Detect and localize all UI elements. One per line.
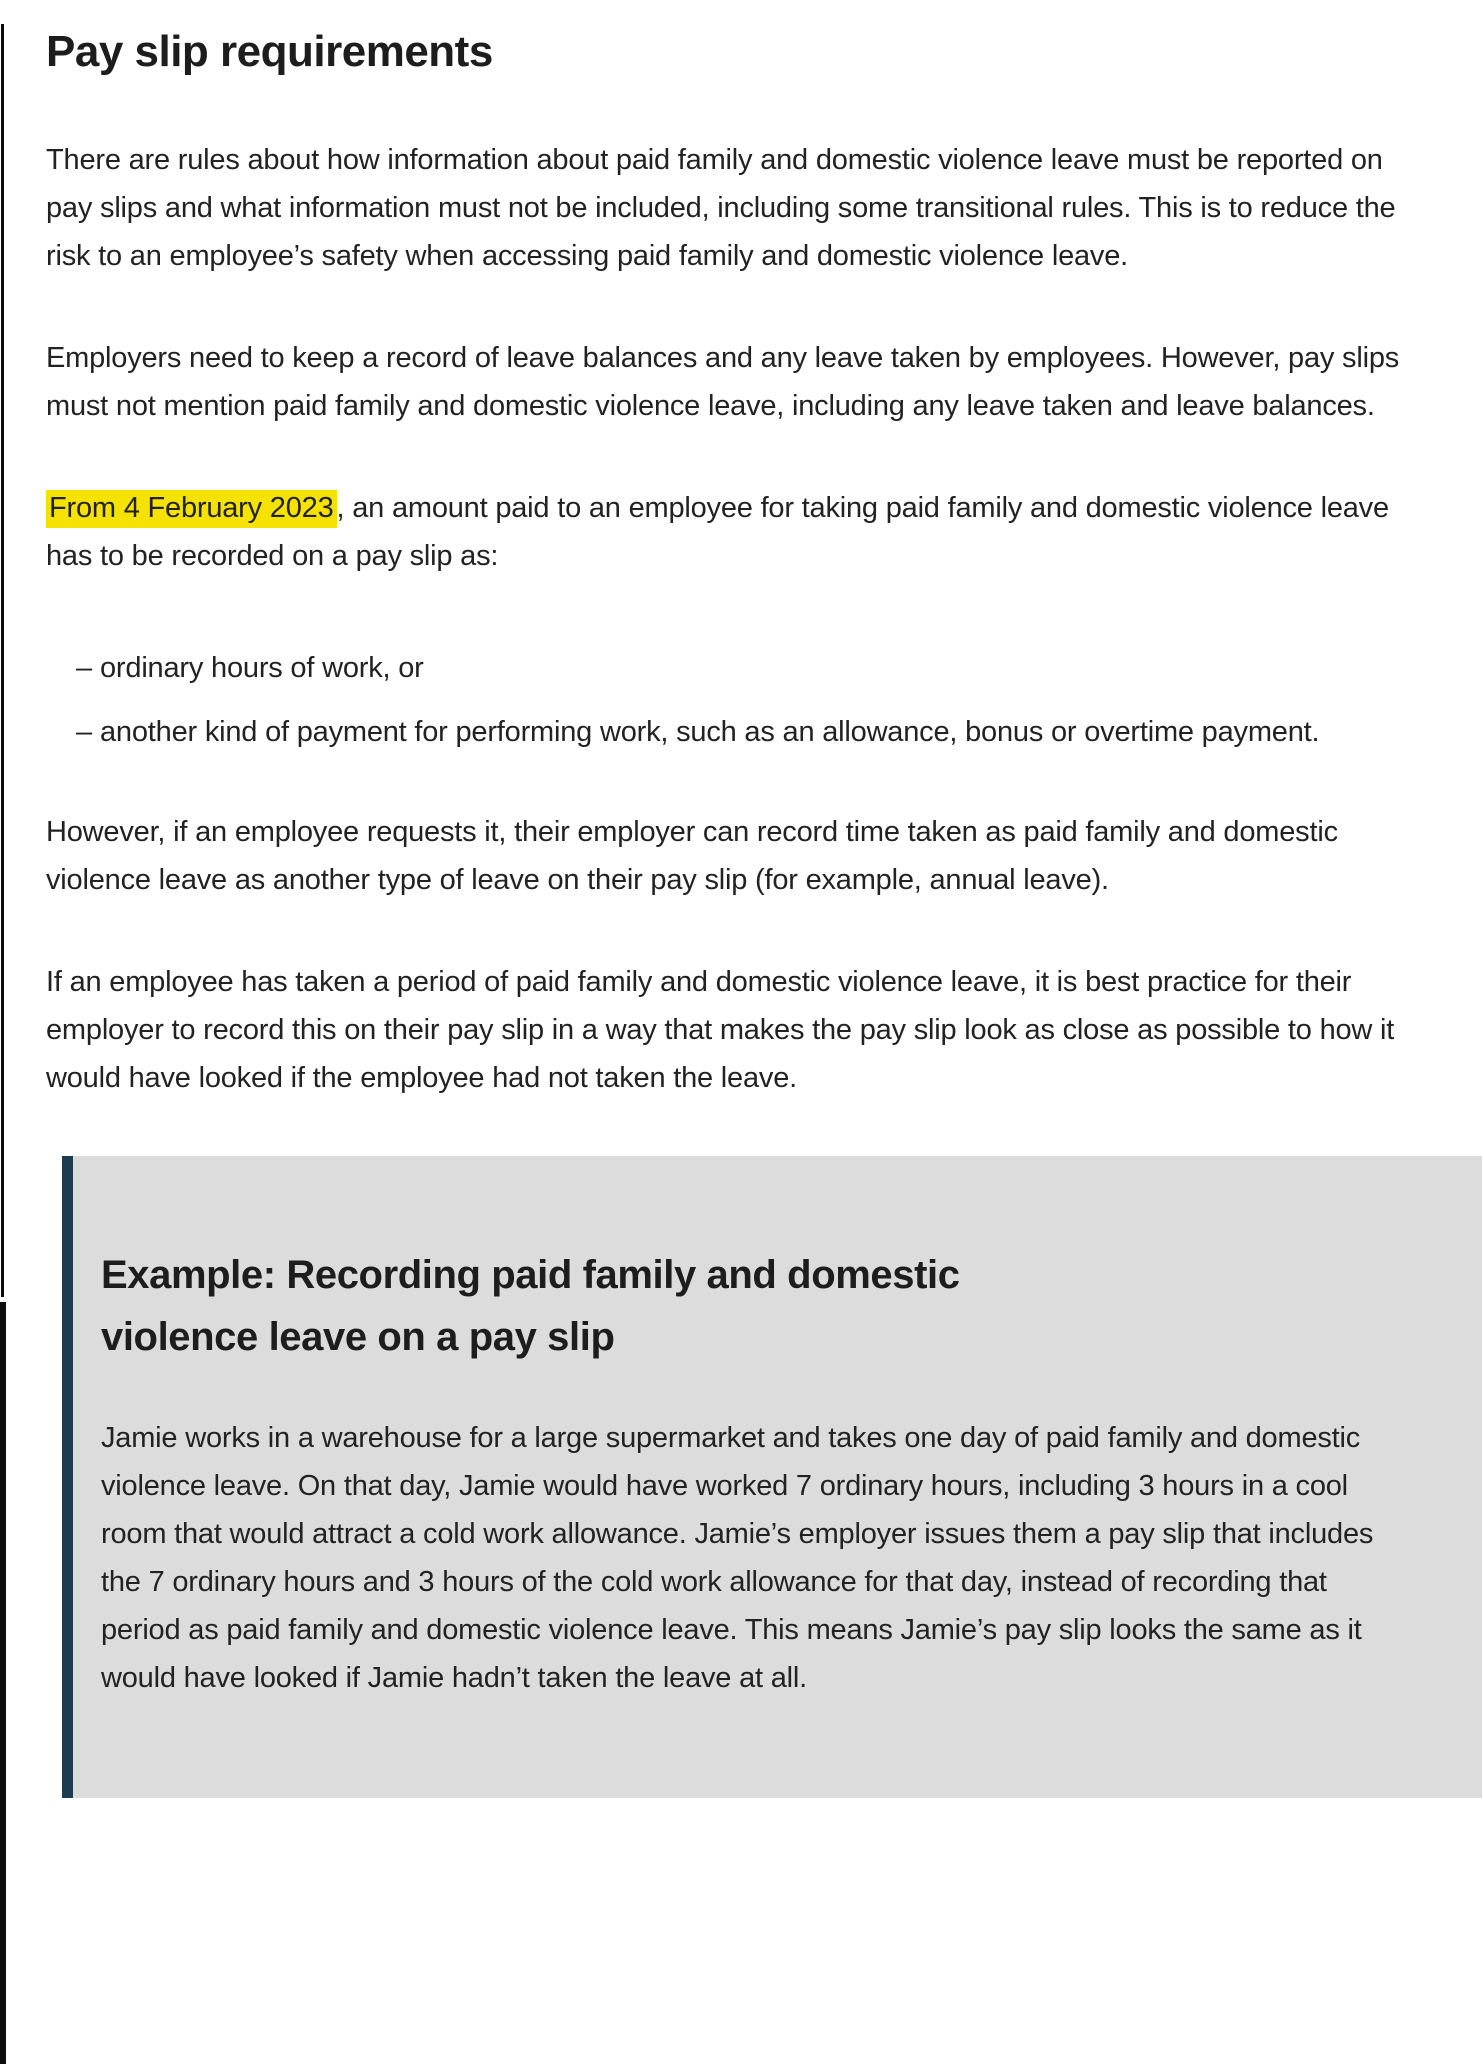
list-item — [76, 708, 1386, 756]
record-keeping-paragraph: Employers need to keep a record of leave balances and any leave taken by employees. However, pay slips must not mention paid family and domestic violence leave, including any leave taken and leave balances. — [46, 342, 1400, 422]
list-item-text: another kind of payment for performing work, such as an allowance, bonus or overtime payment. — [100, 716, 1320, 748]
list-item — [76, 644, 1386, 692]
example-heading: Example: Recording paid family and domestic violence leave on a pay slip — [101, 1253, 960, 1359]
effective-date-paragraph — [46, 484, 1416, 580]
list-item-text: ordinary hours of work, or — [100, 652, 424, 684]
article-content — [0, 24, 1482, 1798]
alternative-recording-paragraph: However, if an employee requests it, their employer can record time taken as paid family and domestic violence leave as another type of leave on their pay slip (for example, annual leave). — [46, 816, 1338, 896]
example-body: Jamie works in a warehouse for a large supermarket and takes one day of paid family and domestic violence leave. On that day, Jamie would have worked 7 ordinary hours, including 3 hours in a cool room that would attract a cold work allowance. Jamie’s employer issues them a pay slip that includes the 7 ordinary hours and 3 hours of the cold work allowance for that day, instead of recording that period as paid family and domestic violence leave. This means Jamie’s pay slip looks the same as it would have looked if Jamie hadn’t taken the leave at all. — [101, 1422, 1374, 1694]
highlighted-date: From 4 February 2023 — [46, 490, 337, 528]
dash-marker-icon: – — [76, 716, 92, 748]
example-box — [62, 1156, 1482, 1798]
dash-marker-icon: – — [76, 652, 92, 684]
page-title: Pay slip requirements — [46, 27, 493, 76]
payment-types-list — [46, 644, 1438, 756]
effective-date-paragraph-rest: , an amount paid to an employee for taking paid family and domestic violence leave has to be recorded on a pay slip as: — [46, 492, 1389, 572]
intro-paragraph: There are rules about how information about paid family and domestic violence leave must be reported on pay slips and what information must not be included, including some transitional rules. This is to reduce the risk to an employee’s safety when accessing paid family and domestic violence leave. — [46, 144, 1396, 272]
best-practice-paragraph: If an employee has taken a period of paid family and domestic violence leave, it is best practice for their employer to record this on their pay slip in a way that makes the pay slip look as close as possible to how it would have looked if the employee had not taken the leave. — [46, 966, 1395, 1094]
